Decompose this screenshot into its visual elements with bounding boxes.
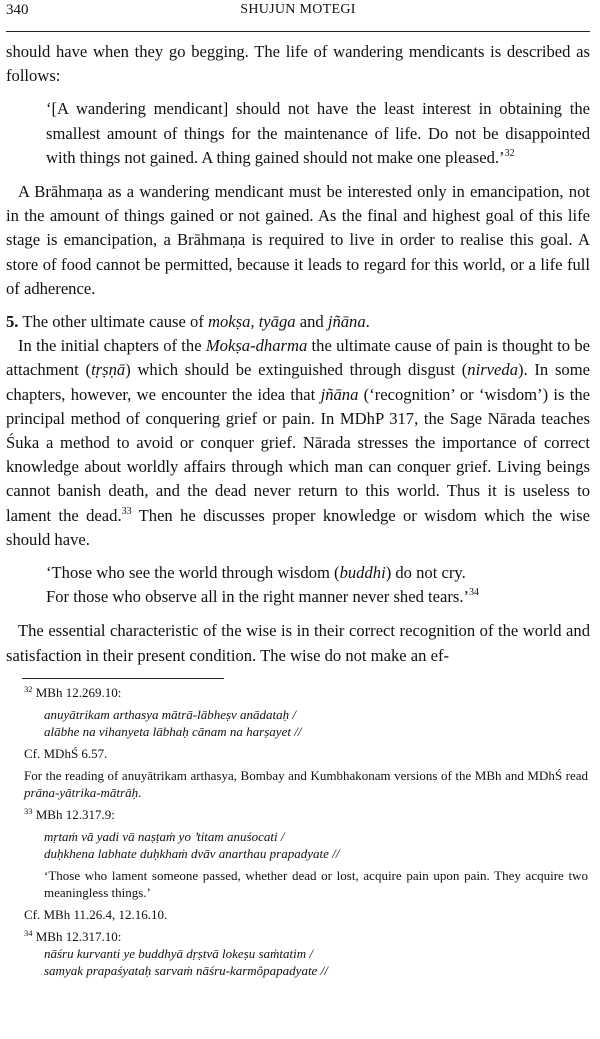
paragraph-4: The essential characteristic of the wise is in their correct recognition of the world and satisfaction in their present condition. The wise do not make an ef-: [6, 621, 590, 665]
footnote-32-cf: Cf. MDhŚ 6.57.: [24, 746, 108, 761]
block-quote-2-line-2: For those who observe all in the right manner never shed tears.’$^{34}$: [46, 587, 480, 607]
footnote-33-verse-2: duḥkhena labhate duḥkhaṁ dvāv anarthau prapadyate //: [44, 846, 340, 861]
footnote-rule: [22, 678, 224, 679]
footnote-33-translation: ‘Those who lament someone passed, whether dead or lost, acquire pain upon pain. They acquire two meaningless things.’: [44, 868, 588, 900]
footnote-33-verse-1: mṛtaṁ vā yadi vā naṣṭaṁ yo ’titam anuśocati /: [44, 829, 285, 844]
main-text: [6, 40, 590, 668]
footnote-ref-34: 34: [469, 587, 480, 599]
footnote-34-verse-2: samyak prapaśyataḥ sarvaṁ nāśru-karmôpapadyate //: [44, 963, 328, 978]
paragraph-3: In the initial chapters of the Mokṣa-dharma the ultimate cause of pain is thought to be attachment (tṛṣṇā) which should be extinguished through disgust (nirveda). In some chapters, however, we encounter the idea that jñāna (‘recognition’ or ‘wisdom’) is the principal method of conquering grief or pain. In MDhP 317, the Sage Nārada teaches Śuka a method to avoid or conquer grief. Nārada stresses the importance of correct knowledge about worldly affairs through which man can conquer grief. Living beings cannot banish death, and the dead never return to this world. Thus it is useless to lament the dead.$^{33}$ Then he discusses proper knowledge or wisdom which the wise should have.: [6, 336, 590, 549]
block-quote-1: [46, 97, 590, 170]
footnote-33-ref: $^{33}$ MBh 12.317.9:: [24, 806, 115, 822]
page-number: 340: [6, 2, 29, 18]
paragraph-2: A Brāhmaṇa as a wandering mendicant must be interested only in emancipation, not in the amount of things gained or not gained. As the final and highest goal of this life stage is emancipation, a Brāhmaṇa is required to live in order to realise this goal. A store of food cannot be permitted, because it leads to regard for this world, or a life full of adherence.: [6, 182, 590, 298]
footnote-ref-32: 32: [504, 147, 515, 159]
footnotes: [24, 684, 588, 979]
block-quote-2-line-1: ‘Those who see the world through wisdom (buddhi) do not cry.: [46, 563, 466, 583]
footnote-34-verse-1: nāśru kurvanti ye buddhyā dṛṣtvā lokeṣu saṁtatim /: [44, 946, 313, 961]
page-header: [6, 2, 590, 24]
block-quote-2: [46, 561, 590, 609]
footnote-33-cf: Cf. MBh 11.26.4, 12.16.10.: [24, 907, 168, 922]
footnote-32-verse-1: anuyātrikam arthasya mātrā-lābheṣv anādataḥ /: [44, 707, 297, 722]
block-quote-1-text: ‘[A wandering mendicant] should not have the least interest in obtaining the smallest amount of things for the maintenance of life. Do not be disappointed with things not gained. A thing gained should not make one pleased.’$^{32}$: [46, 99, 590, 167]
paragraph-1: should have when they go begging. The life of wandering mendicants is described as follows:: [6, 42, 590, 86]
footnote-32-ref: $^{32}$ MBh 12.269.10:: [24, 684, 122, 700]
running-head: SHUJUN MOTEGI: [240, 2, 356, 17]
section-heading: 5. The other ultimate cause of mokṣa, tyāga and jñāna.: [6, 312, 370, 332]
footnote-ref-33: 33: [121, 505, 132, 517]
footnote-32-note: For the reading of anuyātrikam arthasya, Bombay and Kumbhakonam versions of the MBh and MDhŚ read prāna-yātrika-mātrāḥ.: [24, 768, 588, 800]
footnote-34-ref: $^{34}$ MBh 12.317.10:: [24, 928, 122, 944]
header-rule: [6, 31, 590, 32]
footnote-32-verse-2: alābhe na vihanyeta lābhaḥ cānam na harṣayet //: [44, 724, 302, 739]
